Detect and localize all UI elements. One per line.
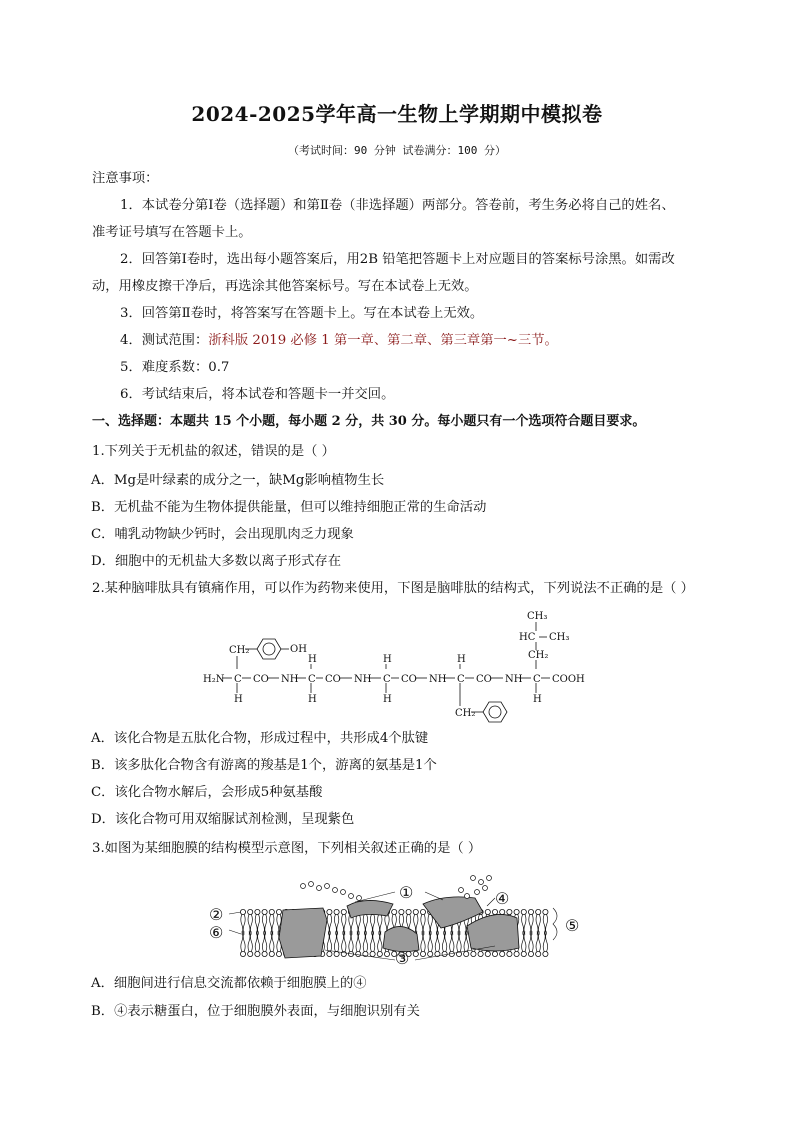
phospholipid-head-inner — [521, 932, 526, 957]
question-3-option-b: B．④表示糖蛋白，位于细胞膜外表面，与细胞识别有关 — [91, 1004, 420, 1019]
phospholipid-head-inner — [248, 932, 253, 957]
question-2-option-a: A．该化合物是五肽化合物，形成过程中，共形成4个肽键 — [91, 731, 429, 746]
notice-item-6: 6．考试结束后，将本试卷和答题卡一并交回。 — [120, 387, 395, 402]
phospholipid-head-inner — [377, 932, 382, 957]
channel-protein — [467, 914, 519, 951]
phospholipid-head-outer — [543, 909, 548, 934]
hc-label: HC — [519, 632, 536, 643]
phospholipid-head-inner — [334, 932, 339, 957]
sugar-chain-left — [301, 882, 362, 901]
phospholipid-head-outer — [262, 909, 267, 934]
benzene-ring-phenylalanine — [483, 702, 507, 722]
question-2-option-c: C．该化合物水解后，会形成5种氨基酸 — [91, 785, 323, 800]
notice-item-2: 2．回答第Ⅰ卷时，选出每小题答案后，用2B 铅笔把答题卡上对应题目的答案标号涂黑。如需改 — [120, 252, 675, 267]
question-1-option-b: B．无机盐不能为生物体提供能量，但可以维持细胞正常的生命活动 — [91, 500, 487, 515]
phospholipid-head-outer — [341, 909, 346, 934]
transmembrane-protein — [279, 908, 327, 958]
marker-3: ③ — [395, 949, 410, 968]
phospholipid-head-inner — [269, 932, 274, 957]
marker-5: ⑤ — [565, 916, 580, 935]
phospholipid-head-inner — [240, 932, 245, 957]
notice-item-4 — [120, 332, 558, 350]
question-3-option-a: A．细胞间进行信息交流都依赖于细胞膜上的④ — [91, 976, 367, 991]
h-label: H — [533, 694, 542, 705]
alpha-carbon-label: C — [457, 674, 465, 685]
phospholipid-head-outer — [255, 909, 260, 934]
question-1-option-d: D．细胞中的无机盐大多数以离子形式存在 — [91, 554, 342, 569]
phospholipid-head-inner — [262, 932, 267, 957]
notice-item-2-cont: 动，用橡皮擦干净后，再选涂其他答案标号。写在本试卷上无效。 — [92, 279, 478, 294]
exam-info: （考试时间：90 分钟 试卷满分：100 分） — [288, 144, 506, 157]
marker-6: ⑥ — [209, 923, 224, 942]
question-1-stem: 1.下列关于无机盐的叙述，错误的是（ ） — [92, 444, 335, 459]
phospholipid-head-inner — [464, 932, 469, 957]
ch2-label: CH₂ — [455, 708, 476, 719]
phospholipid-head-outer — [521, 909, 526, 934]
phospholipid-head-inner — [435, 932, 440, 957]
notice-item-3: 3．回答第Ⅱ卷时，将答案写在答题卡上。写在本试卷上无效。 — [120, 306, 484, 321]
phospholipid-head-inner — [543, 932, 548, 957]
nh-label: NH — [281, 674, 299, 685]
co-label: CO — [401, 674, 417, 685]
h-label: H — [308, 654, 317, 665]
alpha-carbon-label: C — [533, 674, 541, 685]
co-label: CO — [325, 674, 341, 685]
phospholipid-head-inner — [420, 932, 425, 957]
ch3-label: CH₃ — [527, 611, 548, 622]
phospholipid-head-outer — [528, 909, 533, 934]
test-range: 浙科版 2019 必修 1 第一章、第二章、第三章第一~三节。 — [208, 333, 558, 348]
question-1-option-c: C．哺乳动物缺少钙时，会出现肌肉乏力现象 — [91, 527, 354, 542]
alpha-carbon-label: C — [308, 674, 316, 685]
phospholipid-head-inner — [356, 932, 361, 957]
phospholipid-head-inner — [363, 932, 368, 957]
question-2-option-d: D．该化合物可用双缩脲试剂检测，呈现紫色 — [91, 812, 355, 827]
phospholipid-head-inner — [255, 932, 260, 957]
marker-4: ④ — [495, 889, 510, 908]
section-heading: 一、选择题：本题共 15 个小题，每小题 2 分，共 30 分。每小题只有一个选项符合题目要求。 — [92, 414, 646, 429]
nh-label: NH — [354, 674, 372, 685]
h-label: H — [308, 694, 317, 705]
marker-1: ① — [399, 883, 414, 902]
peptide-structure-diagram — [195, 606, 595, 724]
co-label: CO — [253, 674, 269, 685]
amino-group-label: H₂N — [203, 674, 225, 685]
question-1-option-a: A．Mg是叶绿素的成分之一，缺Mg影响植物生长 — [91, 473, 385, 488]
phospholipid-head-inner — [528, 932, 533, 957]
phospholipid-head-inner — [449, 932, 454, 957]
phospholipid-head-outer — [334, 909, 339, 934]
phospholipid-head-outer — [413, 909, 418, 934]
h-label: H — [457, 654, 466, 665]
phospholipid-head-outer — [536, 909, 541, 934]
page-title: 2024-2025学年高一生物上学期期中模拟卷 — [191, 102, 603, 126]
alpha-carbon-label: C — [234, 674, 242, 685]
phospholipid-head-inner — [348, 932, 353, 957]
question-2-stem: 2.某种脑啡肽具有镇痛作用，可以作为药物来使用，下图是脑啡肽的结构式，下列说法不正确的是（ ） — [92, 581, 694, 596]
phospholipid-head-outer — [240, 909, 245, 934]
notice-item-1-cont: 准考证号填写在答题卡上。 — [92, 225, 252, 240]
h-label: H — [234, 694, 243, 705]
nh-label: NH — [505, 674, 523, 685]
embedded-protein — [383, 926, 419, 951]
hydroxyl-label: OH — [290, 644, 307, 655]
phospholipid-head-outer — [327, 909, 332, 934]
ch2-label: CH₂ — [229, 645, 250, 656]
h-label: H — [383, 654, 392, 665]
cell-membrane-diagram — [205, 868, 595, 968]
notice-item-5: 5．难度系数：0.7 — [120, 360, 230, 375]
peripheral-protein — [347, 900, 393, 918]
alpha-carbon-label: C — [383, 674, 391, 685]
phospholipid-head-inner — [327, 932, 332, 957]
ch3-label: CH₃ — [549, 632, 570, 643]
benzene-ring-tyrosine — [257, 639, 281, 659]
notice-item-4-prefix: 4．测试范围： — [120, 333, 209, 348]
notice-heading: 注意事项： — [92, 171, 159, 186]
ch2-label: CH₂ — [528, 650, 549, 661]
marker-2: ② — [209, 905, 224, 924]
notice-item-1: 1．本试卷分第Ⅰ卷（选择题）和第Ⅱ卷（非选择题）两部分。答卷前，考生务必将自己的姓名、 — [120, 198, 675, 213]
phospholipid-head-outer — [269, 909, 274, 934]
carboxyl-label: COOH — [552, 674, 585, 685]
question-2-option-b: B．该多肽化合物含有游离的羧基是1个，游离的氨基是1个 — [91, 758, 437, 773]
nh-label: NH — [429, 674, 447, 685]
phospholipid-head-outer — [248, 909, 253, 934]
h-label: H — [383, 694, 392, 705]
phospholipid-head-inner — [428, 932, 433, 957]
co-label: CO — [476, 674, 492, 685]
phospholipid-head-inner — [536, 932, 541, 957]
question-3-stem: 3.如图为某细胞膜的结构模型示意图，下列相关叙述正确的是（ ） — [92, 841, 482, 856]
phospholipid-head-outer — [420, 909, 425, 934]
phospholipid-head-inner — [442, 932, 447, 957]
phospholipid-head-inner — [370, 932, 375, 957]
sugar-chain-right — [459, 876, 492, 899]
